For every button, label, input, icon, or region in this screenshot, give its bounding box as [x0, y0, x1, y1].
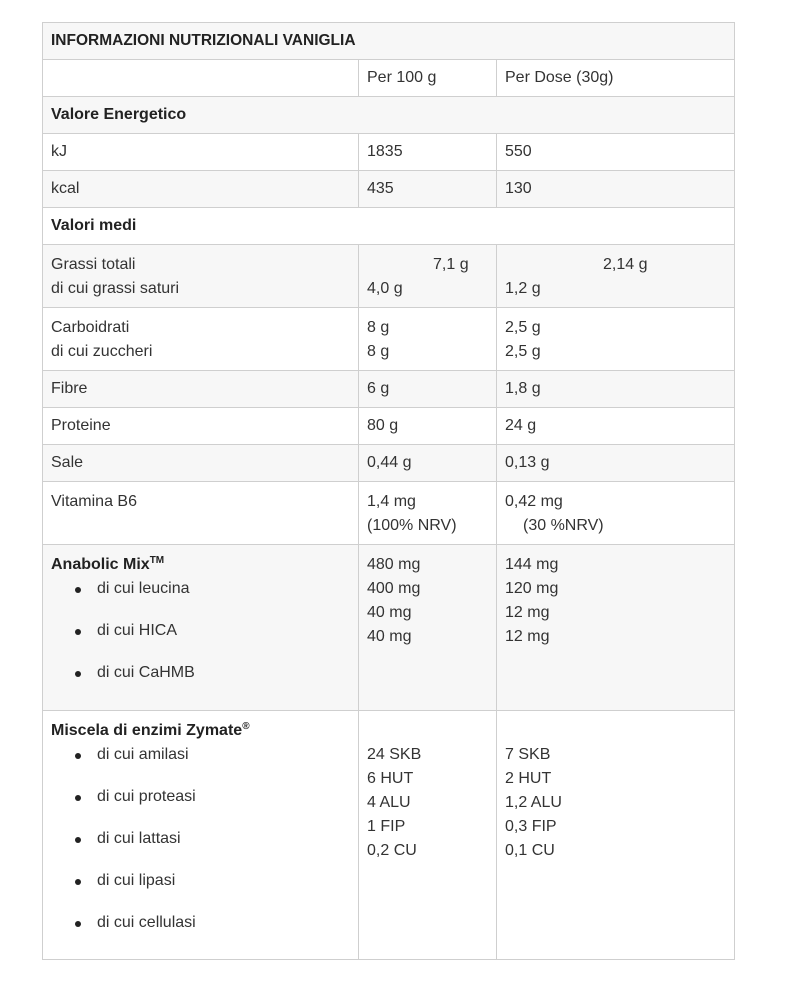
- value-per-dose: 1,8 g: [497, 371, 735, 408]
- row-label: Fibre: [43, 371, 359, 408]
- section-means-label: Valori medi: [43, 208, 735, 245]
- row-label: Vitamina B6: [43, 482, 359, 545]
- anabolic-label: Anabolic Mix: [51, 556, 150, 573]
- row-label: [43, 711, 359, 960]
- value-per100: 80 g: [359, 408, 497, 445]
- enzymes-vdose: 1,2 ALU: [505, 794, 562, 811]
- anabolic-vdose: 144 mg: [505, 556, 559, 573]
- anabolic-v100: 480 mg: [367, 556, 421, 573]
- row-label: [43, 245, 359, 308]
- section-energy-label: Valore Energetico: [43, 97, 735, 134]
- row-label: Sale: [43, 445, 359, 482]
- table-row: [43, 245, 735, 308]
- b6-vdose: 0,42 mg: [505, 493, 563, 510]
- enzymes-v100: 0,2 CU: [367, 842, 417, 859]
- table-row: [43, 482, 735, 545]
- header-per-dose: Per Dose (30g): [497, 60, 735, 97]
- enzymes-vdose: 7 SKB: [505, 746, 551, 763]
- carbs-v100: 8 g: [367, 319, 390, 336]
- nutrition-table: [42, 22, 735, 960]
- value-per-dose: 24 g: [497, 408, 735, 445]
- carbs-v100-sub: 8 g: [367, 343, 390, 360]
- fats-vdose-sub: 1,2 g: [505, 280, 541, 297]
- table-row: [43, 134, 735, 171]
- table-row: [43, 711, 735, 960]
- value-per100: [359, 545, 497, 711]
- value-per100: [359, 711, 497, 960]
- enzymes-v100: 24 SKB: [367, 746, 422, 763]
- carbs-label: Carboidrati: [51, 319, 130, 336]
- value-per100: 435: [359, 171, 497, 208]
- b6-v100: 1,4 mg: [367, 493, 416, 510]
- header-row: [43, 60, 735, 97]
- fats-sub-label: di cui grassi saturi: [51, 280, 180, 297]
- row-label: [43, 308, 359, 371]
- value-per-dose: [497, 308, 735, 371]
- table-title: INFORMAZIONI NUTRIZIONALI VANIGLIA: [43, 23, 735, 60]
- b6-v100-nrv: (100% NRV): [367, 517, 457, 534]
- registered-mark: ®: [242, 721, 250, 732]
- row-label: [43, 545, 359, 711]
- enzymes-label: Miscela di enzimi Zymate: [51, 722, 243, 739]
- anabolic-vdose: 12 mg: [505, 604, 550, 621]
- value-per-dose: 0,13 g: [497, 445, 735, 482]
- value-per100: 0,44 g: [359, 445, 497, 482]
- b6-vdose-nrv: (30 %NRV): [523, 517, 604, 534]
- anabolic-label-wrap: [51, 553, 350, 577]
- anabolic-v100: 40 mg: [367, 604, 412, 621]
- header-empty-cell: [43, 60, 359, 97]
- fats-label: Grassi totali: [51, 256, 136, 273]
- value-per-dose: [497, 482, 735, 545]
- enzymes-label-wrap: [51, 719, 350, 743]
- value-per-dose: 550: [497, 134, 735, 171]
- enzymes-v100: 1 FIP: [367, 818, 406, 835]
- table-row: [43, 308, 735, 371]
- section-energy-row: [43, 97, 735, 134]
- anabolic-list: [51, 577, 350, 685]
- enzymes-list: [51, 743, 350, 935]
- value-per-dose: [497, 545, 735, 711]
- anabolic-v100: 400 mg: [367, 580, 421, 597]
- table-row: [43, 371, 735, 408]
- list-item: di cui proteasi: [51, 785, 350, 809]
- value-per-dose: [497, 711, 735, 960]
- value-per100: [359, 308, 497, 371]
- list-item: di cui amilasi: [51, 743, 350, 767]
- value-per100: [359, 245, 497, 308]
- list-item: di cui cellulasi: [51, 911, 350, 935]
- header-per100: Per 100 g: [359, 60, 497, 97]
- list-item: di cui HICA: [51, 619, 350, 643]
- table-row: [43, 171, 735, 208]
- value-per100: 1835: [359, 134, 497, 171]
- enzymes-vdose: 0,3 FIP: [505, 818, 557, 835]
- anabolic-v100: 40 mg: [367, 628, 412, 645]
- table-row: [43, 545, 735, 711]
- fats-v100: 7,1 g: [433, 256, 469, 273]
- value-per100: 6 g: [359, 371, 497, 408]
- trademark-mark: TM: [149, 555, 165, 566]
- list-item: di cui lattasi: [51, 827, 350, 851]
- carbs-sub-label: di cui zuccheri: [51, 343, 153, 360]
- list-item: di cui leucina: [51, 577, 350, 601]
- enzymes-v100: 6 HUT: [367, 770, 414, 787]
- row-label: kJ: [43, 134, 359, 171]
- carbs-vdose-sub: 2,5 g: [505, 343, 541, 360]
- list-item: di cui lipasi: [51, 869, 350, 893]
- fats-vdose: 2,14 g: [603, 256, 648, 273]
- enzymes-v100: 4 ALU: [367, 794, 411, 811]
- table-row: [43, 408, 735, 445]
- value-per100: [359, 482, 497, 545]
- table-row: [43, 445, 735, 482]
- section-means-row: [43, 208, 735, 245]
- value-per-dose: [497, 245, 735, 308]
- list-item: di cui CaHMB: [51, 661, 350, 685]
- row-label: kcal: [43, 171, 359, 208]
- value-per-dose: 130: [497, 171, 735, 208]
- enzymes-vdose: 2 HUT: [505, 770, 552, 787]
- row-label: Proteine: [43, 408, 359, 445]
- anabolic-vdose: 120 mg: [505, 580, 559, 597]
- fats-v100-sub: 4,0 g: [367, 280, 403, 297]
- title-row: [43, 23, 735, 60]
- enzymes-vdose: 0,1 CU: [505, 842, 555, 859]
- carbs-vdose: 2,5 g: [505, 319, 541, 336]
- anabolic-vdose: 12 mg: [505, 628, 550, 645]
